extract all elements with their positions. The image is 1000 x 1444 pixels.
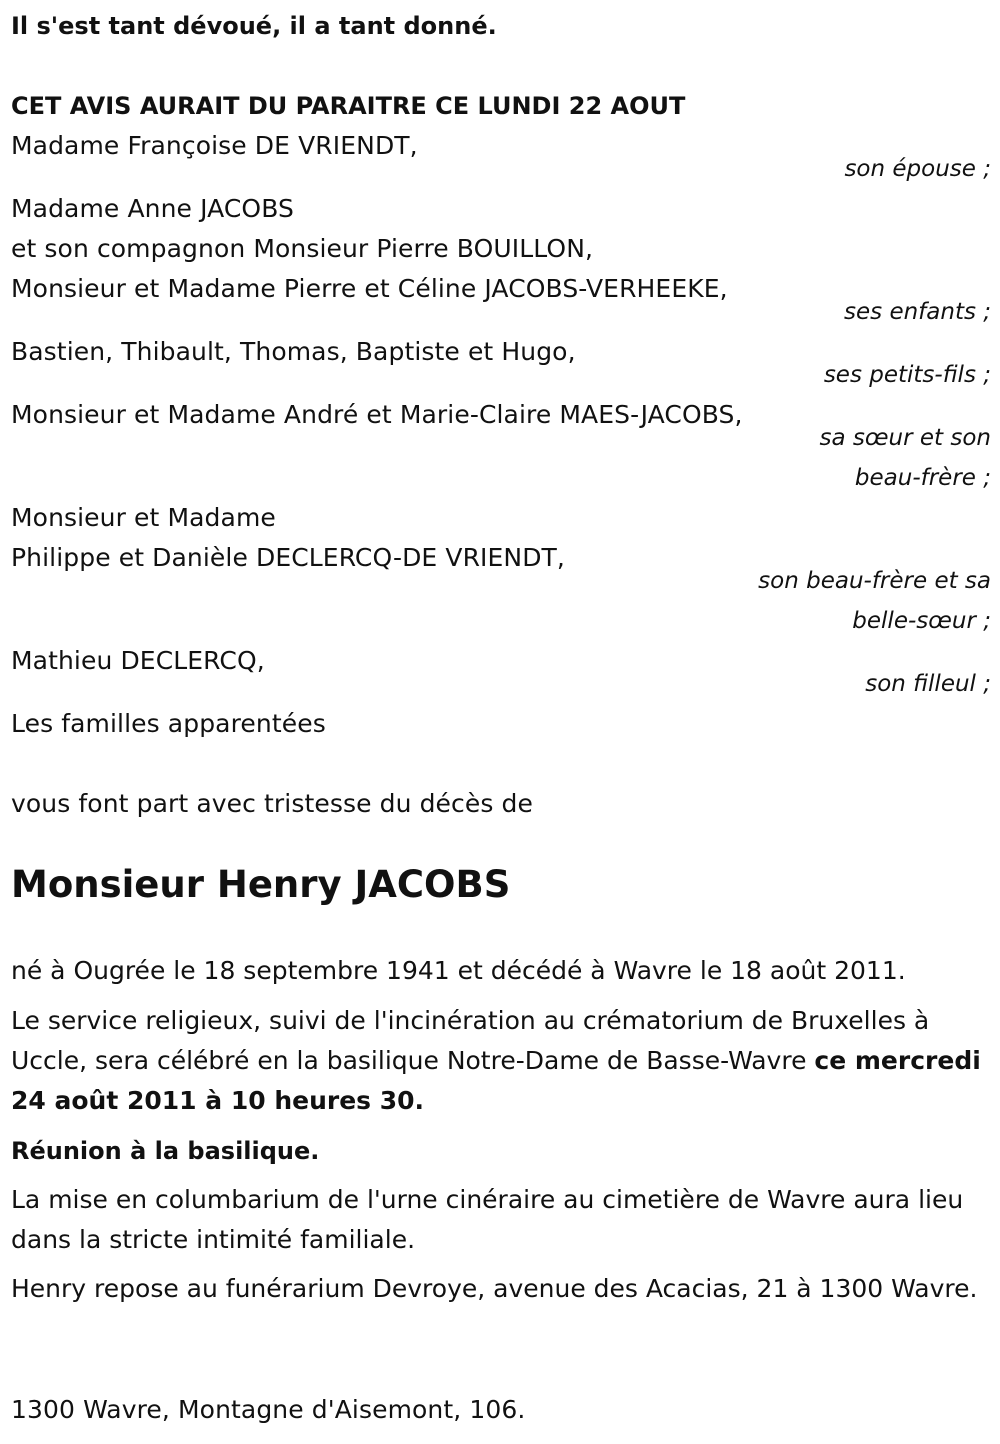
- relation-label: ses enfants ;: [844, 299, 991, 325]
- address: 1300 Wavre, Montagne d'Aisemont, 106.: [11, 1395, 526, 1424]
- family-line: Monsieur et Madame André et Marie-Claire MAES-JACOBS,: [11, 400, 743, 429]
- epigraph: Il s'est tant dévoué, il a tant donné.: [11, 12, 497, 40]
- family-line: Madame Anne JACOBS: [11, 194, 294, 223]
- relation-label: son beau-frère et sa: [758, 568, 991, 594]
- family-line: Mathieu DECLERCQ,: [11, 646, 265, 675]
- family-line: Les familles apparentées: [11, 709, 326, 738]
- relation-label: son épouse ;: [844, 156, 991, 182]
- columbarium-paragraph: [11, 1180, 991, 1260]
- family-line: Philippe et Danièle DECLERCQ-DE VRIENDT,: [11, 543, 565, 572]
- service-date: ce mercredi 24 août 2011 à 10 heures 30.: [11, 1046, 981, 1115]
- relation-label: ses petits-fils ;: [823, 362, 991, 388]
- announcement: vous font part avec tristesse du décès de: [11, 789, 533, 818]
- family-line: Madame Françoise DE VRIENDT,: [11, 131, 418, 160]
- service-text: Le service religieux, suivi de l'incinération au crématorium de Bruxelles à Uccle, sera célébré en la basilique Notre-Dame de Basse-Wavre: [11, 1006, 930, 1075]
- notice-heading: CET AVIS AURAIT DU PARAITRE CE LUNDI 22 AOUT: [11, 92, 686, 120]
- relation-label: sa sœur et son: [819, 425, 991, 451]
- family-line: Monsieur et Madame Pierre et Céline JACOBS-VERHEEKE,: [11, 274, 728, 303]
- family-line: Bastien, Thibault, Thomas, Baptiste et Hugo,: [11, 337, 576, 366]
- relation-label: son filleul ;: [865, 671, 991, 697]
- relation-label: belle-sœur ;: [852, 608, 991, 634]
- service-paragraph: [11, 1001, 991, 1121]
- meeting-note: Réunion à la basilique.: [11, 1137, 320, 1165]
- family-line: et son compagnon Monsieur Pierre BOUILLON,: [11, 234, 594, 263]
- relation-label: beau-frère ;: [854, 465, 991, 491]
- birth-death-paragraph: [11, 951, 991, 991]
- family-line: Monsieur et Madame: [11, 503, 276, 532]
- deceased-name: Monsieur Henry JACOBS: [11, 863, 511, 906]
- columbarium-text: La mise en columbarium de l'urne cinéraire au cimetière de Wavre aura lieu dans la stricte intimité familiale.: [11, 1185, 964, 1254]
- funerarium-text: Henry repose au funérarium Devroye, avenue des Acacias, 21 à 1300 Wavre.: [11, 1274, 978, 1303]
- funerarium-paragraph: [11, 1269, 991, 1309]
- birth-death-text: né à Ougrée le 18 septembre 1941 et décédé à Wavre le 18 août 2011.: [11, 956, 906, 985]
